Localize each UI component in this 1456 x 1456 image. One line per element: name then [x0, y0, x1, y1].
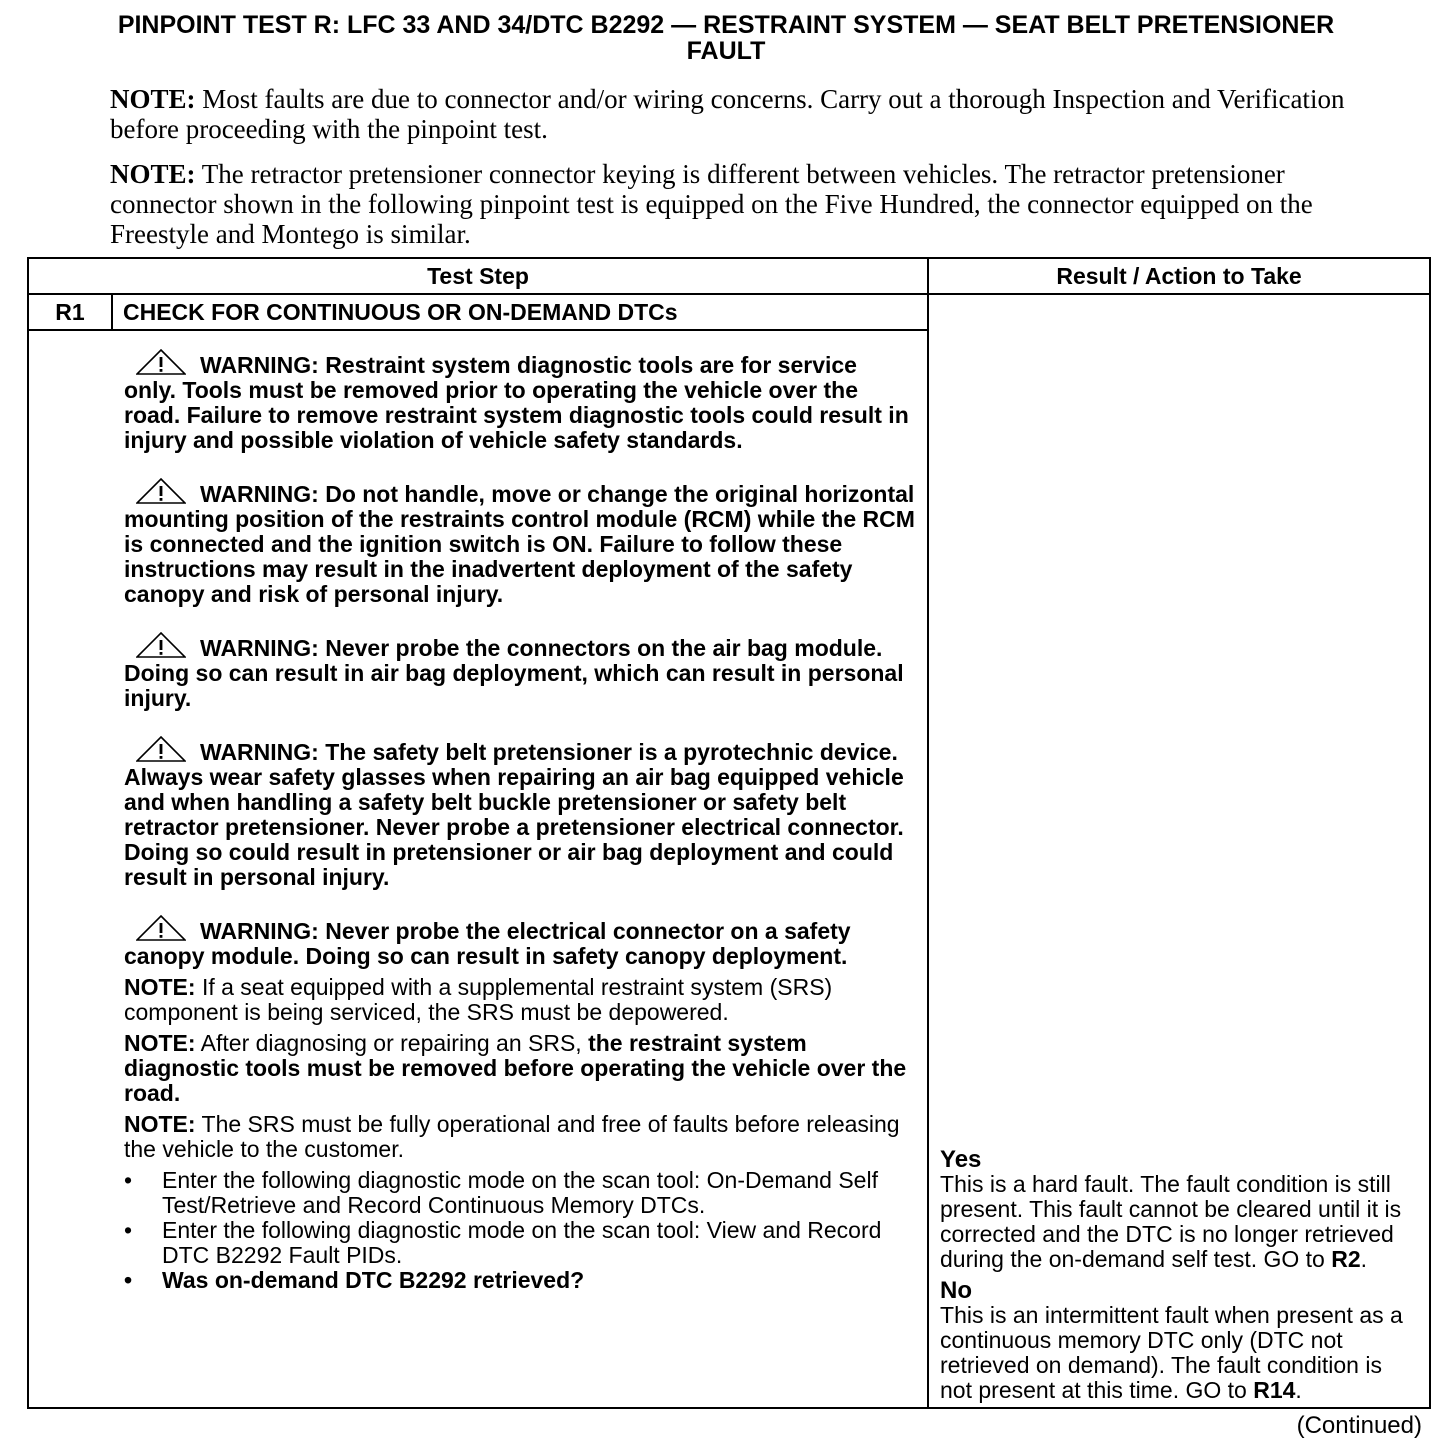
result-no-body: This is an intermittent fault when present as a continuous memory DTC only (DTC not retrieved on demand). The fault condition is not present at this time. GO to: [940, 1302, 1403, 1403]
page-title: [20, 12, 1432, 64]
step-body: [29, 331, 927, 1299]
continued-label: (Continued): [1296, 1412, 1422, 1439]
warning-text: WARNING: Do not handle, move or change the original horizontal mounting position of the restraints control module (RCM) while the RCM is connected and the ignition switch is ON. Failure to follow these instructions may result in the inadvertent deployment of the safety canopy and risk of personal injury.: [124, 481, 915, 607]
warning-text: WARNING: Restraint system diagnostic tools are for service only. Tools must be removed prior to operating the vehicle over the road. Failure to remove restraint system diagnostic tools could result in injury and possible violation of vehicle safety standards.: [124, 352, 909, 453]
note-text: If a seat equipped with a supplemental restraint system (SRS) component is being serviced, the SRS must be depowered.: [124, 974, 833, 1025]
result-header: Result / Action to Take: [928, 258, 1430, 294]
step-bullets: [124, 1168, 915, 1293]
note-text: After diagnosing or repairing an SRS,: [195, 1030, 589, 1056]
bullet-icon: •: [124, 1217, 133, 1243]
result-no-label: No: [940, 1277, 973, 1304]
result-yes-label: Yes: [940, 1146, 982, 1173]
list-item: [124, 1218, 915, 1268]
note-label: NOTE:: [124, 1030, 196, 1056]
warning-triangle-icon: [136, 736, 186, 762]
note-bold-text: the restraint system diagnostic tools must be removed before operating the vehicle over the road.: [124, 1030, 907, 1106]
goto-r2-link[interactable]: R2: [1331, 1246, 1361, 1272]
period: .: [1295, 1377, 1302, 1403]
note-label: NOTE:: [110, 159, 196, 189]
intro-note-2: [110, 159, 1350, 249]
step-title-row: [28, 294, 1430, 330]
warning-triangle-icon: [136, 915, 186, 941]
bullet-text: Enter the following diagnostic mode on the scan tool: View and Record DTC B2292 Fault PIDs.: [162, 1217, 882, 1268]
warning-5: [124, 915, 915, 969]
step-note-3: [124, 1112, 915, 1162]
result-yes-body: This is a hard fault. The fault condition is still present. This fault cannot be cleared until it is corrected and the DTC is no longer retrieved during the on-demand self test. GO to: [940, 1171, 1402, 1272]
bullet-icon: •: [124, 1267, 133, 1293]
warning-3: [124, 632, 915, 711]
warning-4: [124, 736, 915, 890]
result-yes-text: [940, 1172, 1417, 1272]
step-body-cell: [28, 330, 928, 1408]
result-no-text: [940, 1303, 1417, 1403]
page-title-line2: FAULT: [686, 37, 766, 65]
list-item: [124, 1168, 915, 1218]
list-item: [124, 1268, 915, 1293]
intro-note-1: [110, 84, 1350, 144]
warning-triangle-icon: [136, 349, 186, 375]
result-content: [929, 1147, 1429, 1407]
step-title: CHECK FOR CONTINUOUS OR ON-DEMAND DTCs: [112, 294, 928, 330]
warning-2: [124, 478, 915, 607]
step-note-2: [124, 1031, 915, 1106]
warning-triangle-icon: [136, 478, 186, 504]
period: .: [1360, 1246, 1368, 1272]
warning-text: WARNING: The safety belt pretensioner is a pyrotechnic device. Always wear safety glasses when repairing an air bag equipped vehicle and when handling a safety belt buckle pretensioner or safety belt retractor pretensioner. Never probe a pretensioner electrical connector. Doing so could result in pretensioner or air bag deployment and could result in personal injury.: [124, 739, 904, 890]
table-header-row: [28, 258, 1430, 294]
step-note-1: [124, 975, 915, 1025]
note-label: NOTE:: [124, 1111, 196, 1137]
step-id: R1: [28, 294, 112, 330]
bullet-text: Enter the following diagnostic mode on the scan tool: On-Demand Self Test/Retrieve and Record Continuous Memory DTCs.: [162, 1167, 878, 1218]
warning-triangle-icon: [136, 632, 186, 658]
warning-text: WARNING: Never probe the connectors on the air bag module. Doing so can result in air bag deployment, which can result in personal injury.: [124, 635, 904, 711]
result-cell: [928, 294, 1430, 1408]
note-text: The SRS must be fully operational and free of faults before releasing the vehicle to the customer.: [124, 1111, 900, 1162]
test-step-header: Test Step: [28, 258, 928, 294]
note-label: NOTE:: [110, 84, 196, 114]
page-title-line1: PINPOINT TEST R: LFC 33 AND 34/DTC B2292 — RESTRAINT SYSTEM — SEAT BELT PRETENSIONER: [117, 11, 1335, 39]
bullet-text: Was on-demand DTC B2292 retrieved?: [162, 1267, 585, 1293]
note-label: NOTE:: [124, 974, 196, 1000]
note-text: Most faults are due to connector and/or wiring concerns. Carry out a thorough Inspection and Verification before proceeding with the pinpoint test.: [110, 84, 1345, 144]
bullet-icon: •: [124, 1167, 133, 1193]
pinpoint-table: [27, 257, 1431, 1409]
warning-1: [124, 349, 915, 453]
warning-text: WARNING: Never probe the electrical connector on a safety canopy module. Doing so can result in safety canopy deployment.: [124, 918, 851, 969]
goto-r14-link[interactable]: R14: [1253, 1377, 1296, 1403]
note-text: The retractor pretensioner connector keying is different between vehicles. The retractor pretensioner connector shown in the following pinpoint test is equipped on the Five Hundred, the connector equipped on the Freestyle and Montego is similar.: [110, 159, 1313, 249]
